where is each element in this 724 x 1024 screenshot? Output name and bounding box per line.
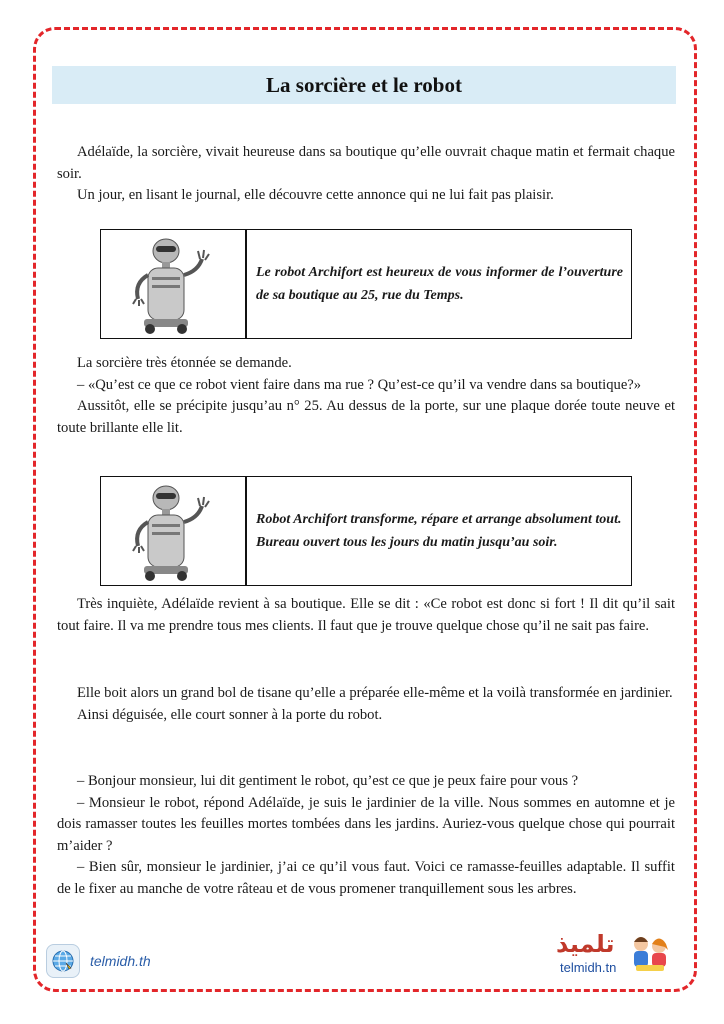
intro-section (57, 142, 675, 207)
announcement-box-2 (100, 476, 632, 586)
kids-icon (628, 932, 672, 976)
announcement-box-1 (100, 229, 632, 339)
dialogue-line-2: – Monsieur le robot, répond Adélaïde, je suis le jardinier de la ville. Nous sommes en automne et je dois ramasser toutes les feuilles mortes tombées dans les jardins. Auriez-vous quelque chose qui pourrait m’aider ? (57, 794, 675, 854)
intro-paragraph-2: Un jour, en lisant le journal, elle découvre cette annonce qui ne lui fait pas plaisir. (77, 187, 554, 204)
robot-illustration-1 (101, 230, 247, 338)
announcement-1-text-block (247, 230, 631, 338)
announcement-2-line-1: Robot Archifort transforme, répare et arrange absolument tout. (256, 512, 622, 527)
globe-icon (46, 944, 80, 978)
part3-section (57, 594, 675, 637)
page-title: La sorcière et le robot (266, 72, 462, 97)
middle-paragraph-3: Aussitôt, elle se précipite jusqu’au n° 25. Au dessus de la porte, sur une plaque dorée toute neuve et toute brillante elle lit. (57, 398, 675, 436)
middle-paragraph-2: – «Qu’est ce que ce robot vient faire dans ma rue ? Qu’est-ce qu’il va vendre dans sa boutique?» (77, 376, 642, 393)
announcement-1-text: Le robot Archifort est heureux de vous informer de l’ouverture de sa boutique au 25, rue du Temps. (256, 265, 623, 303)
robot-icon (128, 233, 218, 335)
part3-paragraph: Très inquiète, Adélaïde revient à sa boutique. Elle se dit : «Ce robot est donc si fort ! Il dit qu’il sait tout faire. Il va me prendre tous mes clients. Il faut que je trouve quelque chose qu’il ne sait pas faire. (57, 596, 675, 634)
robot-illustration-2 (101, 477, 247, 585)
announcement-2-text-block (247, 477, 631, 585)
logo-arabic-text: تلميذ (556, 930, 615, 958)
footer-site-link[interactable]: telmidh.th (90, 953, 151, 969)
logo-site-text: telmidh.tn (560, 960, 617, 975)
middle-section (57, 353, 675, 439)
part4-paragraph-2: Ainsi déguisée, elle court sonner à la porte du robot. (77, 706, 383, 723)
part4-section (57, 683, 675, 726)
telmidh-logo (556, 930, 676, 978)
dialogue-line-1: – Bonjour monsieur, lui dit gentiment le robot, qu’est ce que je peux faire pour vous ? (77, 773, 579, 789)
robot-icon (128, 480, 218, 582)
title-banner (52, 66, 676, 104)
dialogue-section (57, 771, 675, 901)
intro-paragraph-1: Adélaïde, la sorcière, vivait heureuse dans sa boutique qu’elle ouvrait chaque matin et fermait chaque soir. (57, 144, 675, 182)
part4-paragraph-1: Elle boit alors un grand bol de tisane qu’elle a préparée elle-même et la voilà transformée en jardinier. (77, 685, 673, 701)
footer-left (46, 944, 151, 978)
dialogue-line-3: – Bien sûr, monsieur le jardinier, j’ai ce qu’il vous faut. Voici ce ramasse-feuilles adaptable. Il suffit de le fixer au manche de votre râteau et de vous promener tranquillement sous les arbres. (57, 859, 675, 897)
middle-paragraph-1: La sorcière très étonnée se demande. (77, 355, 292, 371)
announcement-2-line-2: Bureau ouvert tous les jours du matin jusqu’au soir. (256, 535, 558, 550)
